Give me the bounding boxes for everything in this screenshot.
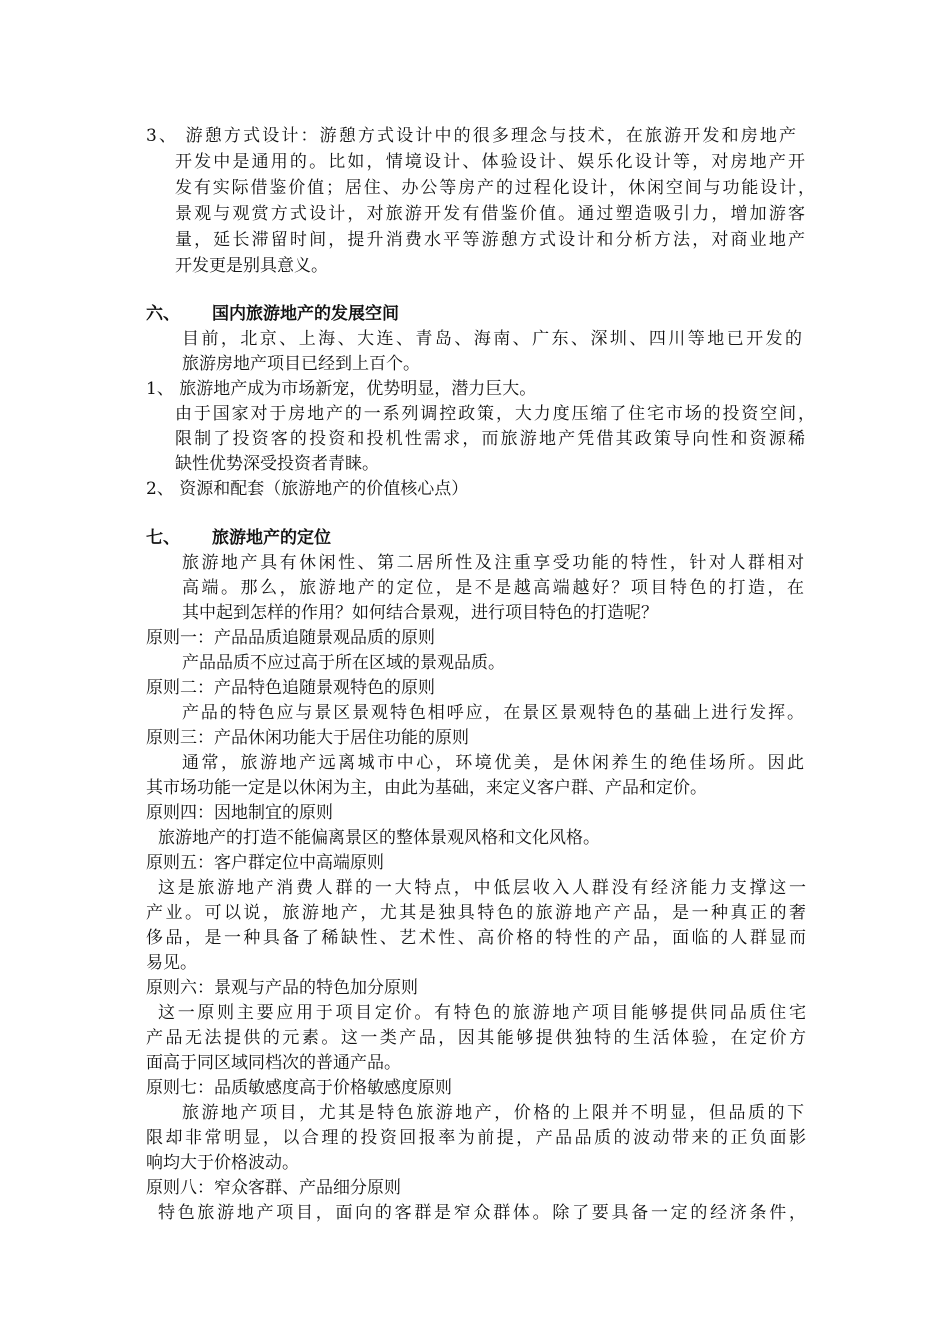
heading-title: 旅游地产的定位 [212,528,331,548]
paragraph-line: 高端。那么，旅游地产的定位，是不是越高端越好？项目特色的打造，在 [182,578,804,598]
principle-heading: 原则一：产品品质追随景观品质的原则 [146,628,435,648]
paragraph-line: 旅游地产项目，尤其是特色旅游地产，价格的上限并不明显，但品质的下 [182,1103,804,1123]
paragraph-line: 其中起到怎样的作用？如何结合景观，进行项目特色的打造呢？ [182,603,658,623]
paragraph-line: 旅游地产具有休闲性、第二居所性及注重享受功能的特性，针对人群相对 [182,553,804,573]
paragraph-line: 这一原则主要应用于项目定价。有特色的旅游地产项目能够提供同品质住宅 [158,1003,806,1023]
paragraph-line: 产品品质不应过高于所在区域的景观品质。 [182,653,505,673]
paragraph-line: 发有实际借鉴价值；居住、办公等房产的过程化设计，休闲空间与功能设计， [175,178,815,198]
paragraph-line: 侈品，是一种具备了稀缺性、艺术性、高价格的特性的产品，面临的人群显而 [146,928,806,948]
list-item: 1、 旅游地产成为市场新宠，优势明显，潜力巨大。 [146,379,537,399]
principle-heading: 原则六：景观与产品的特色加分原则 [146,978,418,998]
paragraph-line: 易见。 [146,953,197,973]
paragraph-line: 面高于同区域同档次的普通产品。 [146,1053,401,1073]
section-heading [146,302,399,326]
principle-heading: 原则八：窄众客群、产品细分原则 [146,1178,401,1198]
paragraph-line: 开发更是别具意义。 [175,256,328,276]
paragraph-line: 3、 游憩方式设计：游憩方式设计中的很多理念与技术，在旅游开发和房地产 [146,126,796,146]
paragraph-line: 目前，北京、上海、大连、青岛、海南、广东、深圳、四川等地已开发的 [182,329,802,349]
paragraph-line: 这是旅游地产消费人群的一大特点，中低层收入人群没有经济能力支撑这一 [158,878,806,898]
principle-heading: 原则二：产品特色追随景观特色的原则 [146,678,435,698]
paragraph-line: 量，延长滞留时间，提升消费水平等游憩方式设计和分析方法，对商业地产 [175,230,805,250]
principle-heading: 原则三：产品休闲功能大于居住功能的原则 [146,728,469,748]
section-heading [146,526,331,550]
paragraph-line: 由于国家对于房地产的一系列调控政策，大力度压缩了住宅市场的投资空间， [175,404,815,424]
paragraph-line: 旅游房地产项目已经到上百个。 [182,354,420,374]
paragraph-line: 缺性优势深受投资者青睐。 [175,454,379,474]
paragraph-line: 限却非常明显，以合理的投资回报率为前提，产品品质的波动带来的正负面影 [146,1128,806,1148]
list-item: 2、 资源和配套（旅游地产的价值核心点） [146,479,469,499]
paragraph-line: 通常，旅游地产远离城市中心，环境优美，是休闲养生的绝佳场所。因此 [182,753,804,773]
principle-heading: 原则五：客户群定位中高端原则 [146,853,384,873]
heading-title: 国内旅游地产的发展空间 [212,304,399,324]
principle-heading: 原则四：因地制宜的原则 [146,803,333,823]
paragraph-line: 限制了投资客的投资和投机性需求，而旅游地产凭借其政策导向性和资源稀 [175,429,805,449]
paragraph-line: 响均大于价格波动。 [146,1153,299,1173]
paragraph-line: 旅游地产的打造不能偏离景区的整体景观风格和文化风格。 [158,828,600,848]
paragraph-line: 产品无法提供的元素。这一类产品，因其能够提供独特的生活体验，在定价方 [146,1028,806,1048]
heading-number: 七、 [146,528,180,548]
paragraph-line: 其市场功能一定是以休闲为主，由此为基础，来定义客户群、产品和定价。 [146,778,707,798]
paragraph-line: 景观与观赏方式设计，对旅游开发有借鉴价值。通过塑造吸引力，增加游客 [175,204,805,224]
paragraph-line: 特色旅游地产项目，面向的客群是窄众群体。除了要具备一定的经济条件， [158,1203,806,1223]
heading-number: 六、 [146,304,180,324]
paragraph-line: 产品的特色应与景区景观特色相呼应，在景区景观特色的基础上进行发挥。 [182,703,804,723]
paragraph-line: 开发中是通用的。比如，情境设计、体验设计、娱乐化设计等，对房地产开 [175,152,805,172]
paragraph-line: 产业。可以说，旅游地产，尤其是独具特色的旅游地产产品，是一种真正的奢 [146,903,806,923]
principle-heading: 原则七：品质敏感度高于价格敏感度原则 [146,1078,452,1098]
